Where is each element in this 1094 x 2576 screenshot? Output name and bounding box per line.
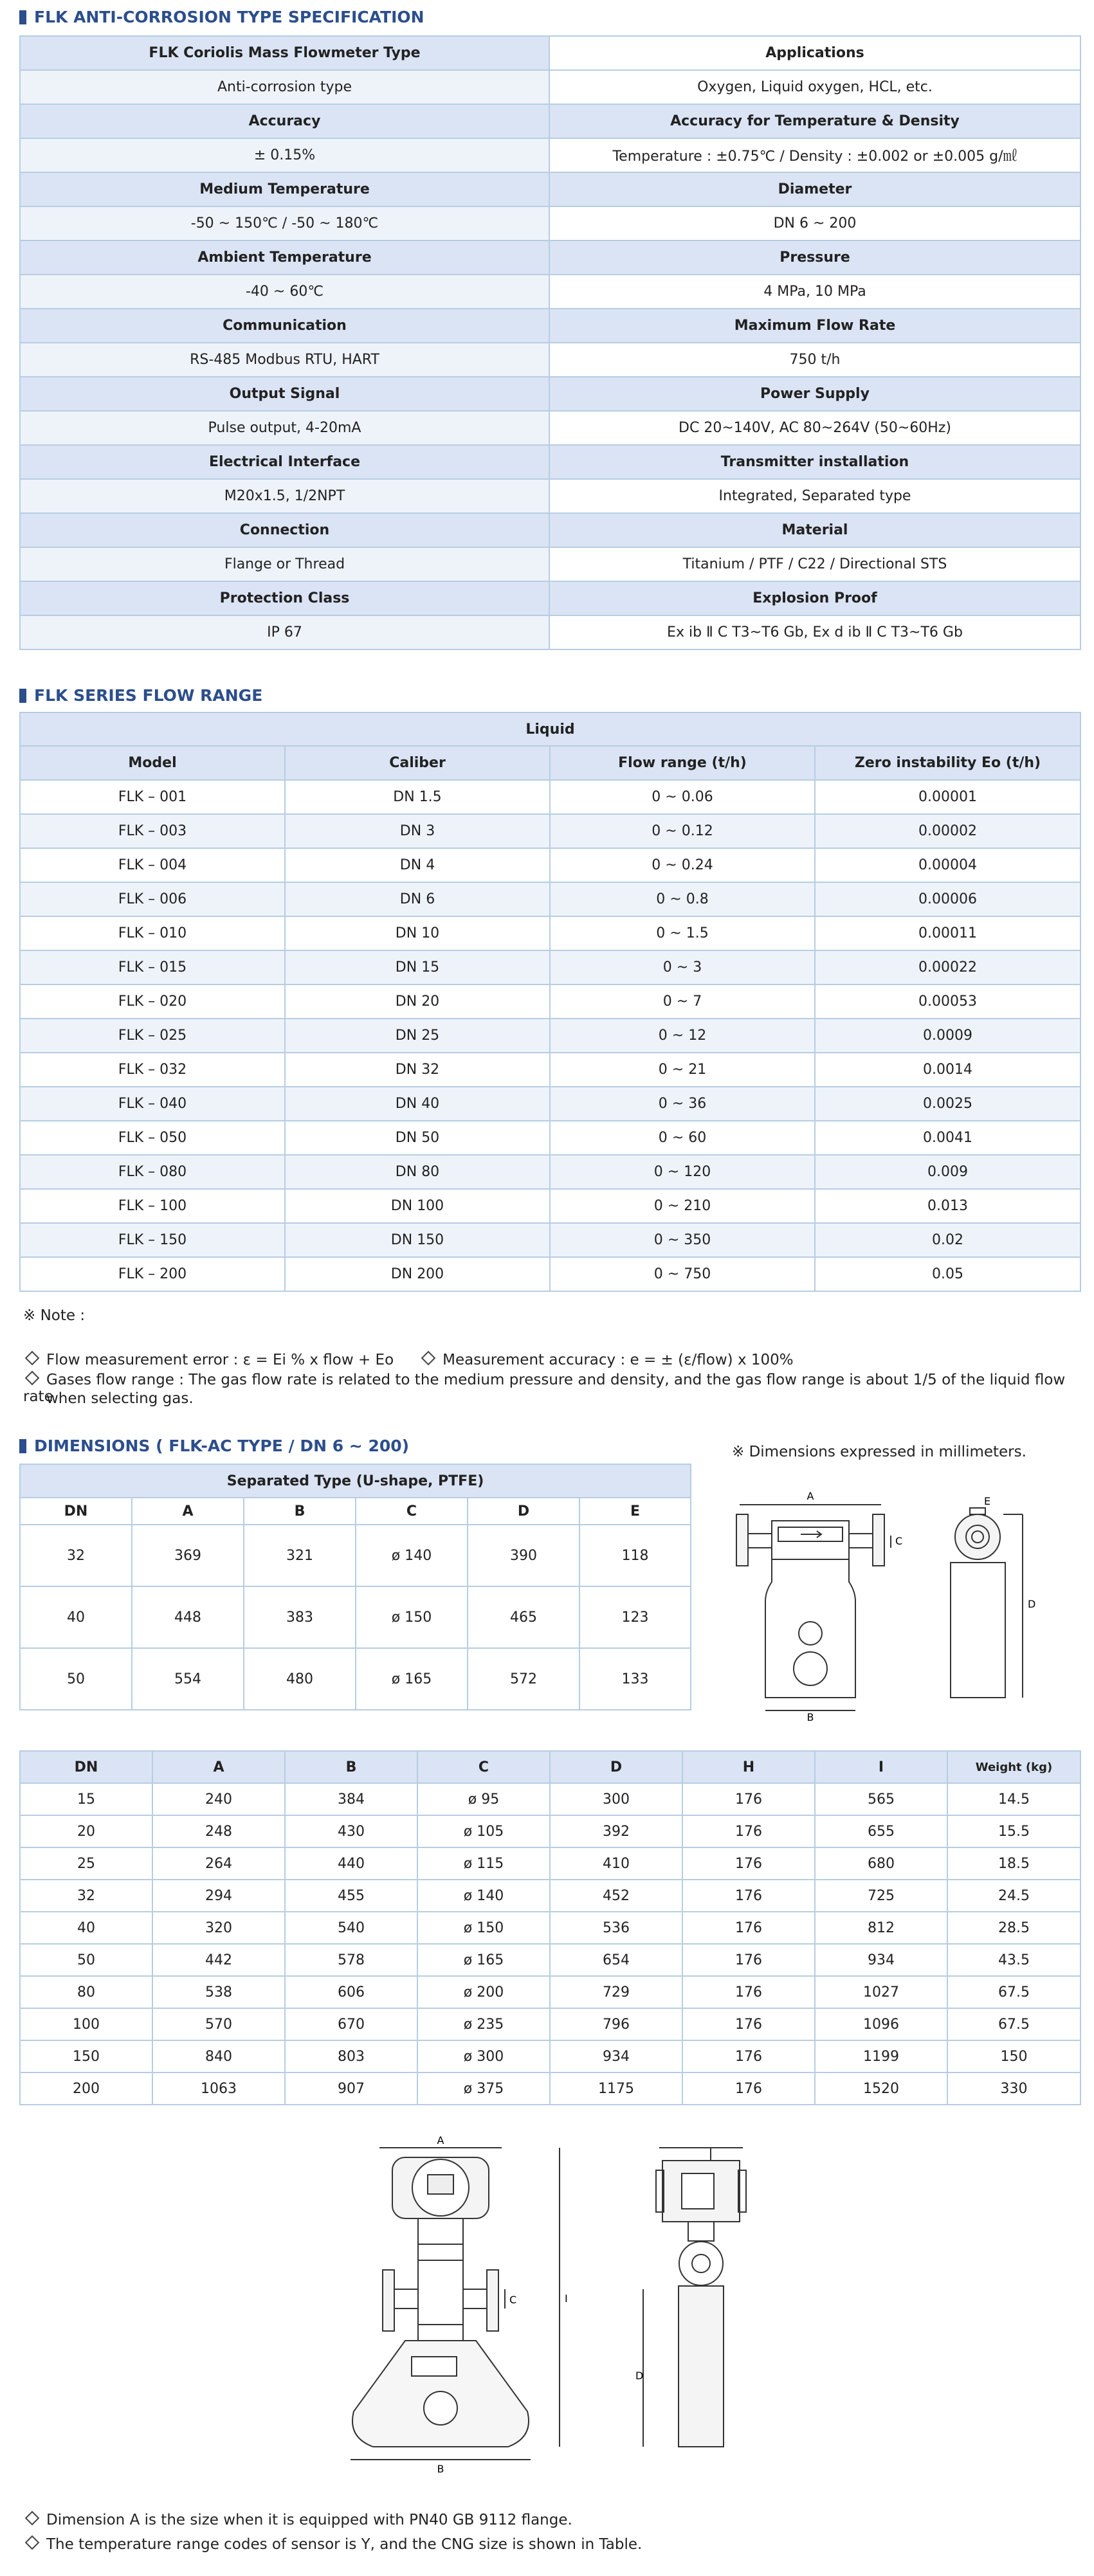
- separated-cell: ø 165: [356, 1648, 468, 1710]
- dimension-cell: 32: [20, 1880, 152, 1912]
- spec-label: Explosion Proof: [549, 581, 1080, 615]
- dimension-cell: 67.5: [947, 2008, 1080, 2040]
- separated-column-header: C: [356, 1498, 468, 1525]
- separated-cell: 133: [579, 1648, 691, 1710]
- dimension-cell: ø 95: [417, 1783, 550, 1815]
- dimension-cell: 729: [550, 1976, 682, 2008]
- table-row: [20, 1586, 691, 1648]
- spec-value: Titanium / PTF / C22 / Directional STS: [549, 547, 1080, 581]
- flow-cell: 0.00002: [815, 814, 1080, 848]
- separated-type-header: Separated Type (U-shape, PTFE): [20, 1464, 691, 1498]
- dimension-cell: ø 140: [417, 1880, 550, 1912]
- flow-range-table: [19, 712, 1081, 1292]
- spec-label: Power Supply: [549, 377, 1080, 411]
- separated-cell: 465: [468, 1586, 579, 1648]
- table-row: [20, 1783, 1080, 1815]
- bullet-diamond-icon: [25, 1351, 40, 1366]
- dimension-cell: 803: [285, 2040, 417, 2073]
- spec-value: RS-485 Modbus RTU, HART: [20, 343, 549, 377]
- dimension-cell: 1175: [550, 2073, 682, 2105]
- table-row: [20, 1053, 1080, 1087]
- dimension-cell: 248: [152, 1815, 285, 1847]
- section-marker-icon: [19, 1439, 26, 1453]
- dimension-cell: 150: [20, 2040, 152, 2073]
- dimension-cell: 320: [152, 1912, 285, 1944]
- table-row: [20, 1121, 1080, 1155]
- table-row: [20, 1189, 1080, 1223]
- table-row: [20, 1944, 1080, 1976]
- separated-cell: 32: [20, 1525, 132, 1586]
- separated-cell: 383: [244, 1586, 356, 1648]
- dim-letter-a: A: [807, 1490, 814, 1502]
- dimension-cell: 330: [947, 2073, 1080, 2105]
- flow-cell: DN 6: [285, 882, 550, 916]
- dims-section-title: DIMENSIONS ( FLK-AC TYPE / DN 6 ~ 200): [19, 1435, 409, 1457]
- dimension-cell: 67.5: [947, 1976, 1080, 2008]
- dimension-column-header: Weight (kg): [947, 1751, 1080, 1783]
- dimension-cell: 670: [285, 2008, 417, 2040]
- flow-cell: 0 ~ 7: [550, 984, 815, 1019]
- dimension-cell: 725: [815, 1880, 947, 1912]
- dimension-cell: 455: [285, 1880, 417, 1912]
- table-row: [20, 950, 1080, 984]
- separated-column-header: A: [132, 1498, 244, 1525]
- dimension-cell: 565: [815, 1783, 947, 1815]
- spec-label: Applications: [549, 36, 1080, 70]
- dimension-cell: 100: [20, 2008, 152, 2040]
- table-row: [20, 848, 1080, 882]
- flow-cell: DN 100: [285, 1189, 550, 1223]
- table-row: [20, 2040, 1080, 2073]
- bullet-diamond-icon: [25, 2511, 40, 2526]
- spec-row: [20, 240, 1080, 275]
- spec-value: IP 67: [20, 615, 549, 649]
- separated-column-header: D: [468, 1498, 579, 1525]
- table-row: [20, 2073, 1080, 2105]
- flow-cell: DN 25: [285, 1019, 550, 1053]
- dimension-cell: 176: [682, 1783, 815, 1815]
- flow-cell: 0.02: [815, 1223, 1080, 1257]
- dimension-cell: ø 235: [417, 2008, 550, 2040]
- dimension-cell: 392: [550, 1815, 682, 1847]
- spec-value: Integrated, Separated type: [549, 479, 1080, 513]
- spec-value: M20x1.5, 1/2NPT: [20, 479, 549, 513]
- flow-cell: 0.05: [815, 1257, 1080, 1291]
- spec-label: Accuracy for Temperature & Density: [549, 104, 1080, 138]
- spec-row: [20, 309, 1080, 343]
- dimension-cell: 176: [682, 2040, 815, 2073]
- separated-cell: ø 140: [356, 1525, 468, 1586]
- spec-row: [20, 206, 1080, 240]
- separated-column-header: E: [579, 1498, 691, 1525]
- dimension-cell: 1027: [815, 1976, 947, 2008]
- table-row: [20, 1815, 1080, 1847]
- spec-label: Material: [549, 513, 1080, 547]
- flow-column-header: Flow range (t/h): [550, 746, 815, 780]
- spec-row: [20, 581, 1080, 615]
- dimension-cell: ø 165: [417, 1944, 550, 1976]
- spec-label: Ambient Temperature: [20, 240, 549, 275]
- dimension-cell: 796: [550, 2008, 682, 2040]
- flow-cell: DN 4: [285, 848, 550, 882]
- dimension-cell: 1520: [815, 2073, 947, 2105]
- flow-cell: 0 ~ 210: [550, 1189, 815, 1223]
- table-row: [20, 882, 1080, 916]
- flow-column-header: Caliber: [285, 746, 550, 780]
- flow-cell: FLK – 006: [20, 882, 285, 916]
- spec-row: [20, 275, 1080, 309]
- dimension-column-header: I: [815, 1751, 947, 1783]
- dimension-cell: 442: [152, 1944, 285, 1976]
- flow-cell: FLK – 010: [20, 916, 285, 950]
- flow-section-title: FLK SERIES FLOW RANGE: [19, 685, 262, 707]
- dimension-cell: 264: [152, 1847, 285, 1880]
- spec-value: Pulse output, 4-20mA: [20, 411, 549, 445]
- separated-cell: 572: [468, 1648, 579, 1710]
- footer-note-1: Dimension A is the size when it is equipped with PN40 GB 9112 flange.: [23, 2512, 572, 2528]
- dimension-cell: ø 105: [417, 1815, 550, 1847]
- flow-cell: FLK – 015: [20, 950, 285, 984]
- flow-cell: DN 32: [285, 1053, 550, 1087]
- dimension-cell: 200: [20, 2073, 152, 2105]
- dimension-cell: ø 115: [417, 1847, 550, 1880]
- flow-cell: DN 80: [285, 1155, 550, 1189]
- dimension-column-header: D: [550, 1751, 682, 1783]
- flow-cell: 0 ~ 1.5: [550, 916, 815, 950]
- dimension-column-header: A: [152, 1751, 285, 1783]
- separated-cell: 448: [132, 1586, 244, 1648]
- separated-cell: 480: [244, 1648, 356, 1710]
- flow-cell: 0.009: [815, 1155, 1080, 1189]
- dimension-cell: ø 375: [417, 2073, 550, 2105]
- table-row: [20, 916, 1080, 950]
- separated-cell: 123: [579, 1586, 691, 1648]
- flow-column-header: Model: [20, 746, 285, 780]
- dimension-column-header: B: [285, 1751, 417, 1783]
- dimension-cell: 176: [682, 1847, 815, 1880]
- spec-label: Communication: [20, 309, 549, 343]
- dimension-cell: 24.5: [947, 1880, 1080, 1912]
- dimension-cell: 680: [815, 1847, 947, 1880]
- spec-row: [20, 70, 1080, 104]
- table-row: [20, 1223, 1080, 1257]
- spec-row: [20, 411, 1080, 445]
- flow-cell: FLK – 032: [20, 1053, 285, 1087]
- flow-cell: 0.00001: [815, 780, 1080, 814]
- dimension-cell: 15.5: [947, 1815, 1080, 1847]
- dimension-cell: 40: [20, 1912, 152, 1944]
- spec-value: DN 6 ~ 200: [549, 206, 1080, 240]
- dimension-cell: 384: [285, 1783, 417, 1815]
- section-marker-icon: [19, 689, 26, 703]
- table-row: [20, 1525, 691, 1586]
- int-dim-letter-b: B: [437, 2463, 444, 2475]
- spec-section-title: FLK ANTI-CORROSION TYPE SPECIFICATION: [19, 6, 424, 28]
- dimension-cell: 176: [682, 1976, 815, 2008]
- spec-row: [20, 138, 1080, 172]
- dimension-cell: 176: [682, 1815, 815, 1847]
- flow-cell: 0.00053: [815, 984, 1080, 1019]
- flow-cell: FLK – 004: [20, 848, 285, 882]
- int-dim-letter-c: C: [509, 2294, 517, 2306]
- table-row: [20, 780, 1080, 814]
- spec-value: 4 MPa, 10 MPa: [549, 275, 1080, 309]
- table-row: [20, 1087, 1080, 1121]
- flow-cell: FLK – 025: [20, 1019, 285, 1053]
- spec-label: Electrical Interface: [20, 445, 549, 479]
- dimension-cell: 578: [285, 1944, 417, 1976]
- spec-row: [20, 547, 1080, 581]
- flow-cell: 0 ~ 120: [550, 1155, 815, 1189]
- dimension-cell: 570: [152, 2008, 285, 2040]
- table-row: [20, 2008, 1080, 2040]
- bullet-diamond-icon: [25, 1371, 40, 1386]
- dimension-cell: ø 200: [417, 1976, 550, 2008]
- flow-cell: 0 ~ 0.12: [550, 814, 815, 848]
- flow-cell: DN 150: [285, 1223, 550, 1257]
- flow-cell: FLK – 100: [20, 1189, 285, 1223]
- bullet-diamond-icon: [25, 2535, 40, 2550]
- dimension-cell: 536: [550, 1912, 682, 1944]
- dimension-cell: ø 150: [417, 1912, 550, 1944]
- table-row: [20, 814, 1080, 848]
- flow-cell: 0.0025: [815, 1087, 1080, 1121]
- dimensions-table: [19, 1750, 1081, 2105]
- dimension-cell: 300: [550, 1783, 682, 1815]
- dimension-cell: 176: [682, 1944, 815, 1976]
- dimension-cell: 18.5: [947, 1847, 1080, 1880]
- separated-cell: 554: [132, 1648, 244, 1710]
- dimension-cell: 452: [550, 1880, 682, 1912]
- spec-label: Transmitter installation: [549, 445, 1080, 479]
- dimension-cell: 43.5: [947, 1944, 1080, 1976]
- dimension-cell: 294: [152, 1880, 285, 1912]
- separated-type-table: [19, 1464, 691, 1710]
- spec-label: Medium Temperature: [20, 172, 549, 206]
- spec-value: DC 20~140V, AC 80~264V (50~60Hz): [549, 411, 1080, 445]
- flow-cell: FLK – 150: [20, 1223, 285, 1257]
- dimension-cell: 1063: [152, 2073, 285, 2105]
- flow-cell: FLK – 001: [20, 780, 285, 814]
- dim-letter-d: D: [1028, 1598, 1036, 1610]
- table-row: [20, 1847, 1080, 1880]
- spec-row: [20, 513, 1080, 547]
- dimension-cell: 176: [682, 2008, 815, 2040]
- spec-label: Diameter: [549, 172, 1080, 206]
- table-row: [20, 1648, 691, 1710]
- flow-cell: DN 40: [285, 1087, 550, 1121]
- table-row: [20, 1019, 1080, 1053]
- footer-note-2: The temperature range codes of sensor is Y, and the CNG size is shown in Table.: [23, 2536, 642, 2553]
- dimension-cell: 812: [815, 1912, 947, 1944]
- dimension-column-header: DN: [20, 1751, 152, 1783]
- dimension-cell: 25: [20, 1847, 152, 1880]
- dimension-cell: 840: [152, 2040, 285, 2073]
- dimension-cell: 934: [815, 1944, 947, 1976]
- separated-cell: 40: [20, 1586, 132, 1648]
- table-row: [20, 984, 1080, 1019]
- dimension-cell: 14.5: [947, 1783, 1080, 1815]
- spec-value: Ex ib Ⅱ C T3~T6 Gb, Ex d ib Ⅱ C T3~T6 Gb: [549, 615, 1080, 649]
- separated-cell: 50: [20, 1648, 132, 1710]
- dimension-cell: 538: [152, 1976, 285, 2008]
- flow-cell: 0.00011: [815, 916, 1080, 950]
- flow-cell: FLK – 040: [20, 1087, 285, 1121]
- dim-letter-b: B: [807, 1711, 814, 1723]
- flow-cell: 0.0009: [815, 1019, 1080, 1053]
- spec-row: [20, 343, 1080, 377]
- flow-cell: DN 15: [285, 950, 550, 984]
- flow-cell: DN 200: [285, 1257, 550, 1291]
- flow-cell: 0 ~ 750: [550, 1257, 815, 1291]
- dimension-cell: ø 300: [417, 2040, 550, 2073]
- spec-value: -40 ~ 60℃: [20, 275, 549, 309]
- dimension-cell: 15: [20, 1783, 152, 1815]
- flow-cell: 0 ~ 0.8: [550, 882, 815, 916]
- spec-label: Output Signal: [20, 377, 549, 411]
- dimension-cell: 240: [152, 1783, 285, 1815]
- flow-cell: 0 ~ 350: [550, 1223, 815, 1257]
- separated-cell: 118: [579, 1525, 691, 1586]
- flow-cell: 0 ~ 0.24: [550, 848, 815, 882]
- flow-cell: 0 ~ 3: [550, 950, 815, 984]
- flow-cell: DN 1.5: [285, 780, 550, 814]
- spec-label: Connection: [20, 513, 549, 547]
- spec-row: [20, 445, 1080, 479]
- table-row: [20, 1912, 1080, 1944]
- flow-cell: 0 ~ 36: [550, 1087, 815, 1121]
- flow-cell: 0.0041: [815, 1121, 1080, 1155]
- flow-cell: 0.0014: [815, 1053, 1080, 1087]
- flow-cell: 0 ~ 0.06: [550, 780, 815, 814]
- dimension-cell: 440: [285, 1847, 417, 1880]
- integrated-type-drawing: [322, 2135, 823, 2501]
- bullet-diamond-icon: [421, 1351, 436, 1366]
- flow-cell: FLK – 080: [20, 1155, 285, 1189]
- dimension-cell: 934: [550, 2040, 682, 2073]
- flow-cell: DN 10: [285, 916, 550, 950]
- flow-group-header: Liquid: [20, 712, 1080, 746]
- dimension-cell: 654: [550, 1944, 682, 1976]
- spec-table: [19, 35, 1081, 650]
- dimension-cell: 28.5: [947, 1912, 1080, 1944]
- dimension-cell: 80: [20, 1976, 152, 2008]
- dimension-cell: 176: [682, 2073, 815, 2105]
- flow-cell: 0 ~ 12: [550, 1019, 815, 1053]
- dimension-cell: 410: [550, 1847, 682, 1880]
- separated-cell: ø 150: [356, 1586, 468, 1648]
- dimension-column-header: C: [417, 1751, 550, 1783]
- separated-column-header: B: [244, 1498, 356, 1525]
- flow-cell: FLK – 200: [20, 1257, 285, 1291]
- unit-note: ※ Dimensions expressed in millimeters.: [732, 1444, 1026, 1460]
- spec-label: Accuracy: [20, 104, 549, 138]
- spec-row: [20, 104, 1080, 138]
- dimension-cell: 655: [815, 1815, 947, 1847]
- flow-cell: 0.00006: [815, 882, 1080, 916]
- spec-row: [20, 36, 1080, 70]
- spec-value: -50 ~ 150℃ / -50 ~ 180℃: [20, 206, 549, 240]
- spec-value: Oxygen, Liquid oxygen, HCL, etc.: [549, 70, 1080, 104]
- dimension-cell: 150: [947, 2040, 1080, 2073]
- table-row: [20, 1880, 1080, 1912]
- dim-letter-e: E: [984, 1495, 991, 1507]
- separated-cell: 321: [244, 1525, 356, 1586]
- flow-cell: DN 3: [285, 814, 550, 848]
- dimension-cell: 540: [285, 1912, 417, 1944]
- dimension-cell: 20: [20, 1815, 152, 1847]
- flow-cell: FLK – 003: [20, 814, 285, 848]
- dim-letter-c: C: [895, 1535, 903, 1547]
- table-row: [20, 1976, 1080, 2008]
- flow-cell: 0.00004: [815, 848, 1080, 882]
- note-heading: ※ Note :: [23, 1307, 86, 1324]
- dimension-cell: 430: [285, 1815, 417, 1847]
- spec-value: Flange or Thread: [20, 547, 549, 581]
- dimension-cell: 176: [682, 1880, 815, 1912]
- int-dim-letter-i: I: [565, 2292, 568, 2305]
- note-line-1: Flow measurement error : ε = Ei % x flow + Eo Measurement accuracy : e = ± (ε/flow) x 100%: [23, 1352, 794, 1368]
- spec-label: Pressure: [549, 240, 1080, 275]
- note-line-2: Gases flow range : The gas flow rate is related to the medium pressure and density, and the gas flow range is about 1/5 of the liquid flow rate: [23, 1372, 1066, 1405]
- separated-cell: 390: [468, 1525, 579, 1586]
- spec-value: 750 t/h: [549, 343, 1080, 377]
- flow-column-header: Zero instability Eo (t/h): [815, 746, 1080, 780]
- spec-row: [20, 479, 1080, 513]
- flow-cell: FLK – 050: [20, 1121, 285, 1155]
- separated-column-header: DN: [20, 1498, 132, 1525]
- separated-cell: 369: [132, 1525, 244, 1586]
- note-line-2-cont: when selecting gas.: [46, 1390, 194, 1407]
- flow-cell: 0.013: [815, 1189, 1080, 1223]
- separated-type-drawing: [720, 1485, 1074, 1723]
- flow-cell: 0 ~ 60: [550, 1121, 815, 1155]
- table-row: [20, 1155, 1080, 1189]
- dimension-cell: 1199: [815, 2040, 947, 2073]
- dimension-cell: 176: [682, 1912, 815, 1944]
- spec-row: [20, 615, 1080, 649]
- section-marker-icon: [19, 10, 26, 24]
- spec-label: Protection Class: [20, 581, 549, 615]
- spec-label: Maximum Flow Rate: [549, 309, 1080, 343]
- table-row: [20, 1257, 1080, 1291]
- dimension-cell: 606: [285, 1976, 417, 2008]
- dimension-column-header: H: [682, 1751, 815, 1783]
- flow-cell: 0.00022: [815, 950, 1080, 984]
- dimension-cell: 1096: [815, 2008, 947, 2040]
- flow-cell: FLK – 020: [20, 984, 285, 1019]
- spec-value: Anti-corrosion type: [20, 70, 549, 104]
- int-dim-letter-d: D: [635, 2370, 644, 2382]
- flow-cell: DN 50: [285, 1121, 550, 1155]
- int-dim-letter-a: A: [437, 2135, 444, 2146]
- spec-value: Temperature : ±0.75℃ / Density : ±0.002 or ±0.005 g/㎖: [549, 138, 1080, 172]
- spec-row: [20, 377, 1080, 411]
- flow-cell: 0 ~ 21: [550, 1053, 815, 1087]
- spec-value: ± 0.15%: [20, 138, 549, 172]
- spec-row: [20, 172, 1080, 206]
- spec-label: FLK Coriolis Mass Flowmeter Type: [20, 36, 549, 70]
- dimension-cell: 50: [20, 1944, 152, 1976]
- dimension-cell: 907: [285, 2073, 417, 2105]
- flow-cell: DN 20: [285, 984, 550, 1019]
